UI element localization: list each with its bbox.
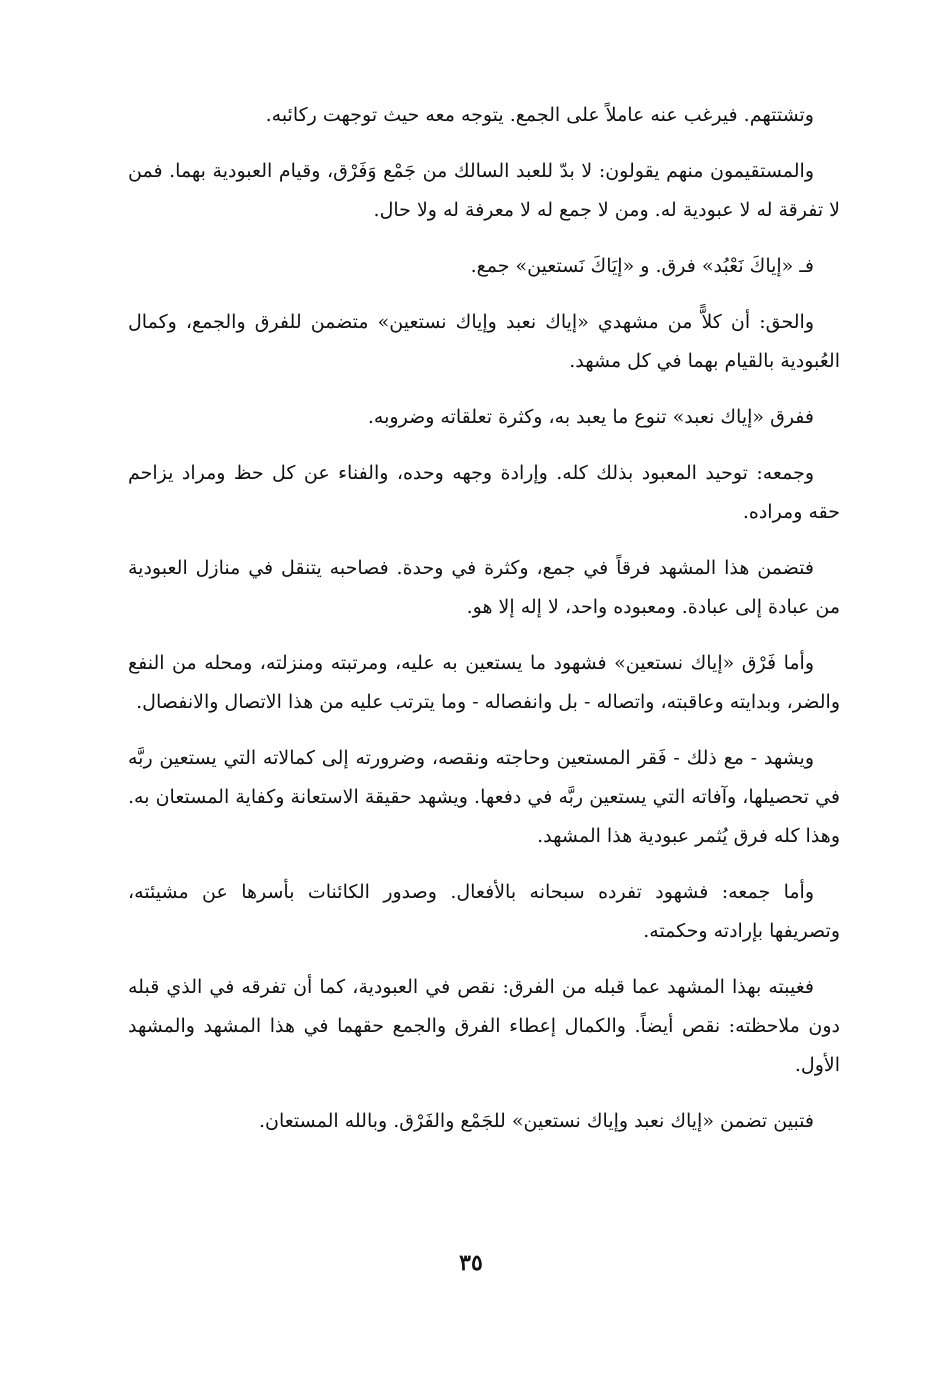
paragraph-7: فتضمن هذا المشهد فرقاً في جمع، وكثرة في وحدة. فصاحبه يتنقل في منازل العبودية من عبادة إلى عبادة. ومعبوده واحد، لا إله إلا هو. [128,557,840,618]
paragraph-1: وتشتتهم. فيرغب عنه عاملاً على الجمع. يتوجه معه حيث توجهت ركائبه. [265,104,814,126]
paragraph-11: فغيبته بهذا المشهد عما قبله من الفرق: نقص في العبودية، كما أن تفرقه في الذي قبله دون ملاحظته: نقص أيضاً. والكمال إعطاء الفرق والجمع حقهما في هذا المشهد والمشهد الأول. [128,976,840,1076]
page-number: ٣٥ [459,1250,483,1276]
paragraph-6: وجمعه: توحيد المعبود بذلك كله. وإرادة وجهه وحده، والفناء عن كل حظ ومراد يزاحم حقه ومراده. [128,462,840,523]
paragraph-9: ويشهد - مع ذلك - فَقر المستعين وحاجته ونقصه، وضرورته إلى كمالاته التي يستعين ربَّه في تحصيلها، وآفاته التي يستعين ربَّه في دفعها. ويشهد حقيقة الاستعانة وكفاية المستعان به. وهذا كله فرق يُثمر عبودية هذا المشهد. [128,747,840,847]
body-text [128,96,840,1158]
paragraph-10: وأما جمعه: فشهود تفرده سبحانه بالأفعال. وصدور الكائنات بأسرها عن مشيئته، وتصريفها بإرادته وحكمته. [128,881,840,942]
paragraph-12: فتبين تضمن «إياك نعبد وإياك نستعين» للجَمْع والفَرْق. وبالله المستعان. [258,1110,814,1132]
paragraph-8: وأما فَرْق «إياك نستعين» فشهود ما يستعين به عليه، ومرتبته ومنزلته، ومحله من النفع والضر، وبدايته وعاقبته، واتصاله - بل وانفصاله - وما يترتب عليه من هذا الاتصال والانفصال. [128,652,840,713]
paragraph-4: والحق: أن كلاًّ من مشهدي «إياك نعبد وإياك نستعين» متضمن للفرق والجمع، وكمال العُبودية بالقيام بهما في كل مشهد. [128,311,840,372]
paragraph-2: والمستقيمون منهم يقولون: لا بدّ للعبد السالك من جَمْع وَفَرْق، وقيام العبودية بهما. فمن لا تفرقة له لا عبودية له. ومن لا جمع له لا معرفة له ولا حال. [128,160,840,221]
paragraph-5: ففرق «إياك نعبد» تنوع ما يعبد به، وكثرة تعلقاته وضروبه. [367,406,814,428]
paragraph-3: فـ «إياكَ نَعْبُد» فرق. و «إيَاكَ نَستعين» جمع. [470,255,814,277]
